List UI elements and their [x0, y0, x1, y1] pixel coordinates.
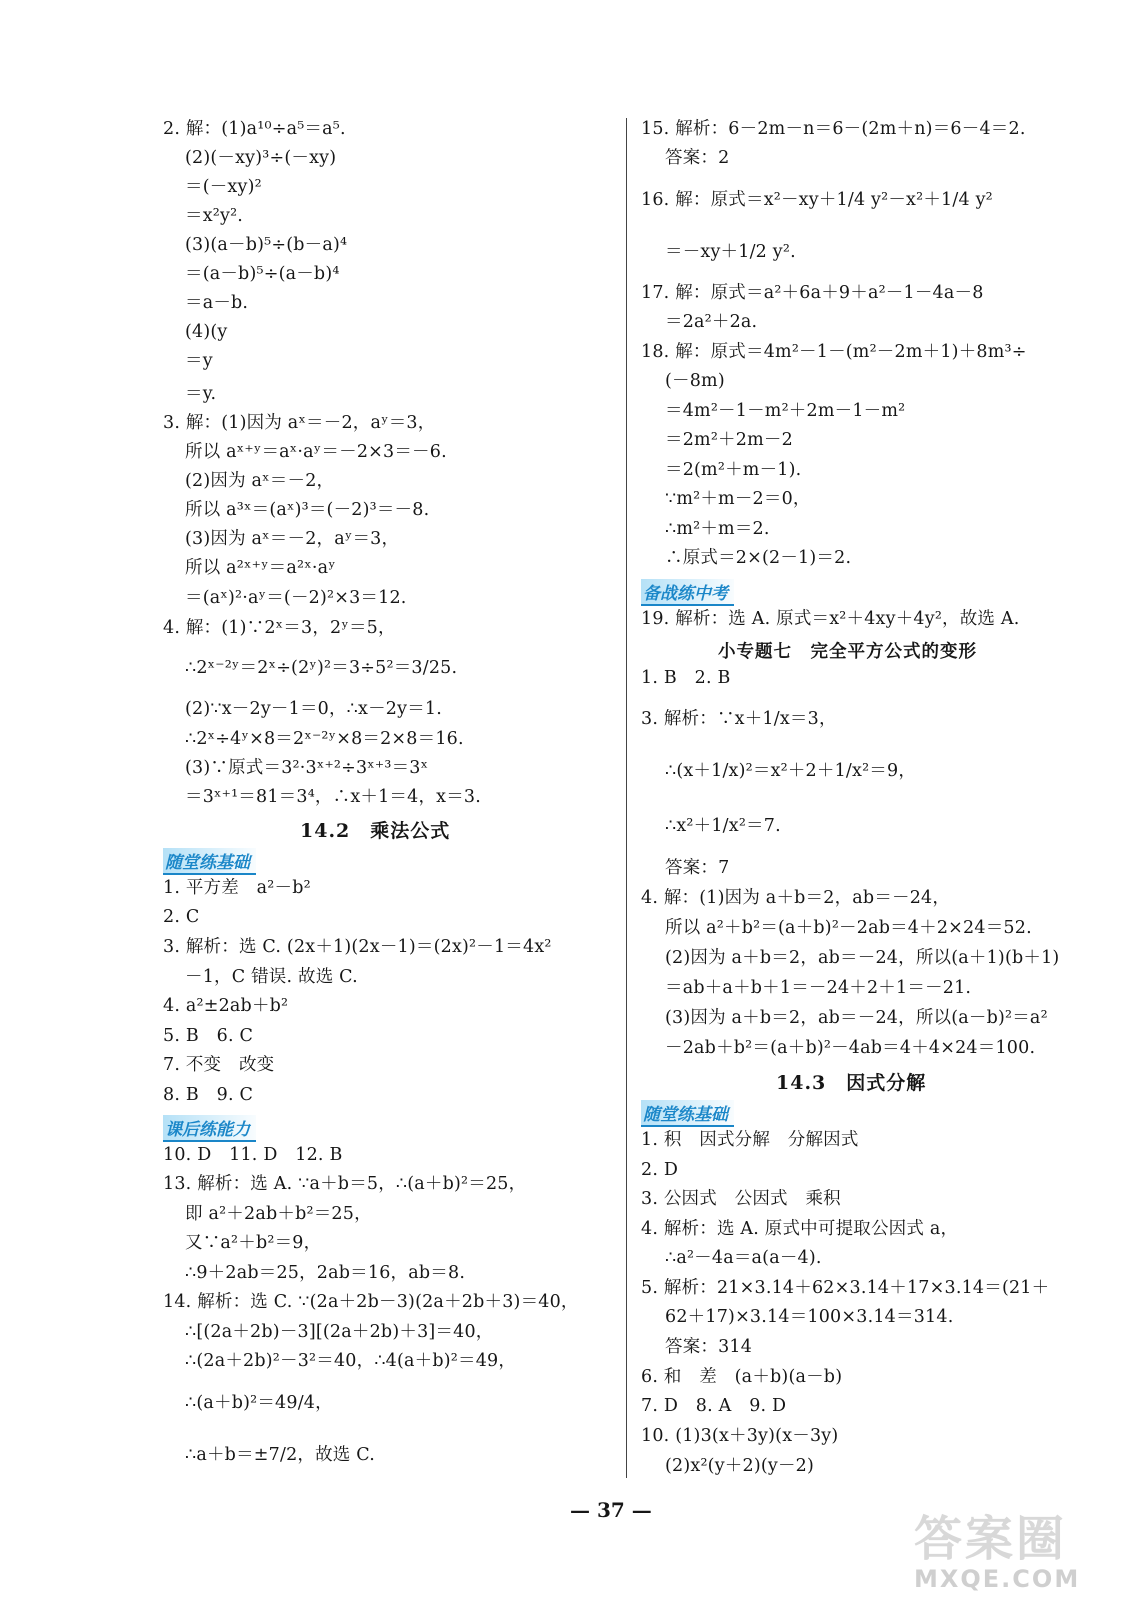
text-line: (2)x²(y＋2)(y－2) — [665, 1456, 815, 1476]
text-line: 4. 解：(1)∵2ˣ＝3，2ʸ＝5， — [163, 618, 396, 638]
text-line: ∵m²＋m－2＝0， — [665, 489, 811, 509]
text-line: ＝3ˣ⁺¹＝81＝3⁴，∴x＋1＝4，x＝3. — [185, 787, 482, 807]
text-line: ∴(2a＋2b)²－3²＝40，∴4(a＋b)²＝49， — [185, 1351, 517, 1371]
text-line: 4. 解析：选 A. 原式中可提取公因式 a， — [641, 1219, 959, 1239]
column-divider — [626, 118, 627, 1478]
text-line: 答案：314 — [665, 1337, 753, 1357]
text-line: ＝2m²＋2m－2 — [665, 430, 793, 450]
text-line: 5. 解析：21×3.14＋62×3.14＋17×3.14＝(21＋ — [641, 1278, 1050, 1298]
text-line: 3. 解析：∵x＋1/x＝3， — [641, 709, 837, 729]
section-badge: 课后练能力 — [163, 1115, 256, 1142]
text-line: 3. 解：(1)因为 aˣ＝－2，aʸ＝3， — [163, 413, 436, 433]
text-line: (2)(－xy)³÷(－xy) — [185, 148, 337, 168]
section-badge: 备战练中考 — [641, 579, 734, 606]
text-line: 10. (1)3(x＋3y)(x－3y) — [641, 1426, 839, 1446]
text-line: 1. B 2. B — [641, 668, 731, 688]
text-line: ＝4m²－1－m²＋2m－1－m² — [665, 401, 906, 421]
text-line: 又∵a²＋b²＝9， — [185, 1233, 322, 1253]
section-badge: 随堂练基础 — [641, 1100, 734, 1127]
text-line: 答案：7 — [665, 858, 730, 878]
text-line: 10. D 11. D 12. B — [163, 1145, 343, 1165]
text-line: ＝－xy＋1/2 y². — [665, 242, 796, 262]
text-line: 16. 解：原式＝x²－xy＋1/4 y²－x²＋1/4 y² — [641, 190, 993, 210]
text-line: (3)(a－b)⁵÷(b－a)⁴ — [185, 235, 348, 255]
text-line: ∴9＋2ab＝25，2ab＝16，ab＝8. — [185, 1263, 466, 1283]
text-line: －2ab＋b²＝(a＋b)²－4ab＝4＋4×24＝100. — [665, 1038, 1036, 1058]
text-line: 14. 解析：选 C. ∵(2a＋2b－3)(2a＋2b＋3)＝40， — [163, 1292, 579, 1312]
text-line: (4)(y — [185, 322, 228, 342]
text-line: 1. 积 因式分解 分解因式 — [641, 1130, 859, 1150]
text-line: 19. 解析：选 A. 原式＝x²＋4xy＋4y²，故选 A. — [641, 609, 1020, 629]
text-line: 15. 解析：6－2m－n＝6－(2m＋n)＝6－4＝2. — [641, 119, 1026, 139]
text-line: (3)因为 a＋b＝2，ab＝－24，所以(a－b)²＝a² — [665, 1008, 1048, 1028]
text-line: 2. 解：(1)a¹⁰÷a⁵＝a⁵. — [163, 119, 346, 139]
text-line: 7. D 8. A 9. D — [641, 1396, 787, 1416]
text-line: ∴(x＋1/x)²＝x²＋2＋1/x²＝9， — [665, 761, 917, 781]
watermark-logo — [914, 1500, 1136, 1592]
text-line: 3. 解析：选 C. (2x＋1)(2x－1)＝(2x)²－1＝4x² — [163, 937, 552, 957]
text-line: 4. a²±2ab＋b² — [163, 996, 289, 1016]
text-line: 8. B 9. C — [163, 1085, 254, 1105]
text-line: 18. 解：原式＝4m²－1－(m²－2m＋1)＋8m³÷ — [641, 342, 1027, 362]
text-line: (2)∵x－2y－1＝0，∴x－2y＝1. — [185, 699, 443, 719]
text-line: ＝(a－b)⁵÷(a－b)⁴ — [185, 264, 340, 284]
text-line: ＝(aˣ)²·aʸ＝(－2)²×3＝12. — [185, 588, 407, 608]
text-line: ∴[(2a＋2b)－3][(2a＋2b)＋3]＝40， — [185, 1322, 494, 1342]
watermark-url: MXQE.COM — [914, 1565, 1081, 1593]
text-line: ＝(－xy)² — [185, 177, 262, 197]
text-line: 13. 解析：选 A. ∵a＋b＝5，∴(a＋b)²＝25， — [163, 1174, 527, 1194]
text-line: 3. 公因式 公因式 乘积 — [641, 1189, 841, 1209]
text-line: 所以 aˣ⁺ʸ＝aˣ·aʸ＝－2×3＝－6. — [185, 442, 447, 462]
text-line: 即 a²＋2ab＋b²＝25， — [185, 1204, 372, 1224]
text-line: －1，C 错误. 故选 C. — [185, 967, 358, 987]
text-line: ∴(a＋b)²＝49/4， — [185, 1393, 333, 1413]
text-line: 62＋17)×3.14＝100×3.14＝314. — [665, 1307, 954, 1327]
text-line: ＝y — [185, 351, 213, 371]
text-line: ∴a＋b＝±7/2，故选 C. — [185, 1445, 375, 1465]
text-line: ＝2a²＋2a. — [665, 312, 758, 332]
text-line: (2)因为 aˣ＝－2， — [185, 471, 335, 491]
text-line: ＝2(m²＋m－1). — [665, 460, 802, 480]
text-line: (3)∵原式＝3²·3ˣ⁺²÷3ˣ⁺³＝3ˣ — [185, 758, 429, 778]
text-line: 6. 和 差 (a＋b)(a－b) — [641, 1367, 843, 1387]
watermark-text: 答案圈 — [914, 1511, 1068, 1567]
page-number: — 37 — — [570, 1498, 652, 1522]
text-line: ∴2ˣ⁻²ʸ＝2ˣ÷(2ʸ)²＝3÷5²＝3/25. — [185, 658, 458, 678]
section-badge: 随堂练基础 — [163, 848, 256, 875]
text-line: 2. D — [641, 1160, 679, 1180]
text-line: ＝y. — [185, 384, 217, 404]
section-title: 14.2 乘法公式 — [300, 820, 451, 842]
text-line: 答案：2 — [665, 148, 730, 168]
text-line: ∴m²＋m＝2. — [665, 519, 770, 539]
text-line: 所以 a²＋b²＝(a＋b)²－2ab＝4＋2×24＝52. — [665, 918, 1032, 938]
text-line: ∴x²＋1/x²＝7. — [665, 816, 781, 836]
text-line: 所以 a²ˣ⁺ʸ＝a²ˣ·aʸ — [185, 558, 336, 578]
text-line: 7. 不变 改变 — [163, 1055, 275, 1075]
text-line: ∴原式＝2×(2－1)＝2. — [665, 548, 852, 568]
text-line: ∴a²－4a＝a(a－4). — [665, 1248, 822, 1268]
text-line: ＝x²y². — [185, 206, 244, 226]
text-line: 所以 a³ˣ＝(aˣ)³＝(－2)³＝－8. — [185, 500, 430, 520]
subsection-title: 小专题七 完全平方公式的变形 — [718, 642, 977, 662]
text-line: ∴2ˣ÷4ʸ×8＝2ˣ⁻²ʸ×8＝2×8＝16. — [185, 729, 464, 749]
text-line: 4. 解：(1)因为 a＋b＝2，ab＝－24， — [641, 888, 951, 908]
text-line: 5. B 6. C — [163, 1026, 254, 1046]
text-line: (2)因为 a＋b＝2，ab＝－24，所以(a＋1)(b＋1) — [665, 948, 1060, 968]
text-line: (－8m) — [665, 371, 725, 391]
text-line: 2. C — [163, 907, 200, 927]
text-line: ＝a－b. — [185, 293, 249, 313]
text-line: 17. 解：原式＝a²＋6a＋9＋a²－1－4a－8 — [641, 283, 984, 303]
text-line: ＝ab＋a＋b＋1＝－24＋2＋1＝－21. — [665, 978, 972, 998]
text-line: 1. 平方差 a²－b² — [163, 878, 311, 898]
text-line: (3)因为 aˣ＝－2，aʸ＝3， — [185, 529, 400, 549]
section-title: 14.3 因式分解 — [776, 1072, 927, 1094]
